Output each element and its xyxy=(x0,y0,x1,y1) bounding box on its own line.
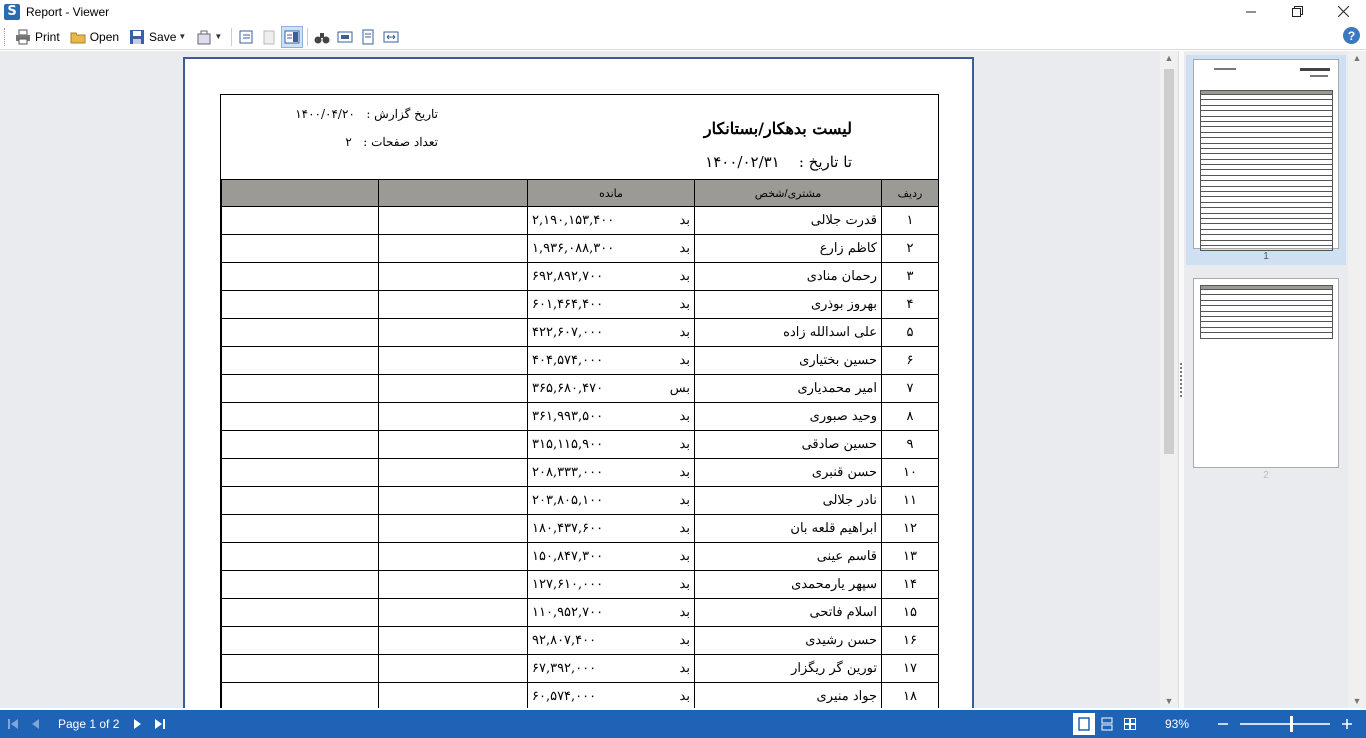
table-row xyxy=(222,403,939,431)
thumbnail-page-2-label: 2 xyxy=(1263,470,1269,481)
row-number-cell: ۶ xyxy=(882,347,939,375)
balance-type: بد xyxy=(679,605,690,620)
row-number-cell: ۱۸ xyxy=(882,683,939,709)
multiple-pages-view-button[interactable] xyxy=(1119,713,1141,735)
empty-cell xyxy=(222,571,379,599)
row-number-cell: ۲ xyxy=(882,235,939,263)
balance-type: بد xyxy=(679,213,690,228)
balance-type: بد xyxy=(679,689,690,704)
find-button[interactable] xyxy=(311,26,333,48)
continuous-pages-icon xyxy=(1101,717,1113,731)
customer-name-cell: قاسم عینی xyxy=(695,543,882,571)
balance-cell xyxy=(528,487,695,515)
customer-name-cell: وحید صبوری xyxy=(695,403,882,431)
empty-cell xyxy=(379,487,528,515)
table-row xyxy=(222,263,939,291)
column-header-empty xyxy=(222,180,379,207)
empty-cell xyxy=(222,655,379,683)
balance-type: بد xyxy=(679,437,690,452)
customer-name-cell: رحمان منادی xyxy=(695,263,882,291)
balance-type: بد xyxy=(679,297,690,312)
print-label: Print xyxy=(35,29,60,44)
row-number-cell: ۱۴ xyxy=(882,571,939,599)
parameters-button[interactable] xyxy=(258,26,280,48)
customer-name-cell: قدرت جلالی xyxy=(695,207,882,235)
full-screen-icon xyxy=(337,29,353,45)
page-count xyxy=(345,135,438,149)
single-page-view-button[interactable] xyxy=(1073,713,1095,735)
customer-name-cell: حسن رشیدی xyxy=(695,627,882,655)
to-date-value: ۱۴۰۰/۰۲/۳۱ xyxy=(705,153,780,171)
row-number-cell: ۱۰ xyxy=(882,459,939,487)
bookmarks-icon xyxy=(238,29,254,45)
balance-amount: ۲۰۸,۳۳۳,۰۰۰ xyxy=(532,465,604,480)
balance-type: بد xyxy=(679,269,690,284)
report-date xyxy=(295,107,438,121)
page-indicator: Page 1 of 2 xyxy=(58,717,120,731)
balance-type: بد xyxy=(679,577,690,592)
minimize-icon xyxy=(1246,7,1256,17)
table-row xyxy=(222,515,939,543)
customer-name-cell: اسلام فاتحی xyxy=(695,599,882,627)
empty-cell xyxy=(379,683,528,709)
balance-table xyxy=(221,179,939,708)
balance-amount: ۱۱۰,۹۵۲,۷۰۰ xyxy=(532,605,604,620)
thumbnail-page-2[interactable] xyxy=(1193,278,1339,468)
empty-cell xyxy=(379,319,528,347)
printer-icon xyxy=(15,29,31,45)
empty-cell xyxy=(222,291,379,319)
balance-cell xyxy=(528,431,695,459)
empty-cell xyxy=(379,403,528,431)
table-row xyxy=(222,627,939,655)
balance-type: بد xyxy=(679,549,690,564)
toolbar xyxy=(0,24,1366,50)
row-number-cell: ۴ xyxy=(882,291,939,319)
table-row xyxy=(222,235,939,263)
first-page-icon xyxy=(8,718,18,730)
customer-name-cell: جواد منیری xyxy=(695,683,882,709)
bookmarks-button[interactable] xyxy=(235,26,257,48)
toolbar-grip[interactable] xyxy=(4,28,7,46)
empty-cell xyxy=(379,515,528,543)
open-label: Open xyxy=(89,29,120,44)
balance-type: بس xyxy=(669,381,690,396)
thumbnail-row xyxy=(1200,333,1333,338)
balance-amount: ۹۲,۸۰۷,۴۰۰ xyxy=(532,633,597,648)
continuous-view-button[interactable] xyxy=(1096,713,1118,735)
empty-cell xyxy=(379,543,528,571)
table-row xyxy=(222,347,939,375)
zoom-out-button[interactable] xyxy=(1212,713,1234,735)
row-number-cell: ۳ xyxy=(882,263,939,291)
table-row xyxy=(222,319,939,347)
balance-amount: ۴۰۴,۵۷۴,۰۰۰ xyxy=(532,353,604,368)
minimize-button[interactable] xyxy=(1228,0,1274,23)
export-dropdown-caret-icon[interactable]: ▼ xyxy=(214,32,223,41)
toolbar-separator xyxy=(231,28,232,46)
table-row xyxy=(222,459,939,487)
open-button[interactable] xyxy=(66,26,123,48)
page-count-value: ۲ xyxy=(345,135,352,149)
table-row xyxy=(222,599,939,627)
row-number-cell: ۱۶ xyxy=(882,627,939,655)
balance-amount: ۳۶۱,۹۹۳,۵۰۰ xyxy=(532,409,604,424)
toolbar-separator xyxy=(307,28,308,46)
zoom-slider[interactable] xyxy=(1240,723,1330,725)
last-page-icon xyxy=(155,718,165,730)
empty-cell xyxy=(379,627,528,655)
first-page-button[interactable] xyxy=(2,713,24,735)
table-row xyxy=(222,375,939,403)
save-dropdown-caret-icon[interactable]: ▼ xyxy=(178,32,187,41)
save-label: Save xyxy=(149,29,177,44)
empty-cell xyxy=(222,403,379,431)
empty-cell xyxy=(222,431,379,459)
balance-cell xyxy=(528,683,695,709)
empty-cell xyxy=(222,263,379,291)
balance-cell xyxy=(528,599,695,627)
report-frame xyxy=(220,94,939,708)
balance-cell xyxy=(528,263,695,291)
binoculars-icon xyxy=(314,29,330,45)
balance-cell xyxy=(528,515,695,543)
row-number-cell: ۸ xyxy=(882,403,939,431)
restore-button[interactable] xyxy=(1274,0,1320,23)
save-button[interactable] xyxy=(125,26,190,48)
thumbnail-table-preview xyxy=(1200,285,1333,339)
empty-cell xyxy=(379,431,528,459)
balance-amount: ۶۰۱,۴۶۴,۴۰۰ xyxy=(532,297,604,312)
report-title: لیست بدهکار/بستانکار xyxy=(703,119,852,138)
balance-amount: ۱۸۰,۴۳۷,۶۰۰ xyxy=(532,521,604,536)
balance-amount: ۶۹۲,۸۹۲,۷۰۰ xyxy=(532,269,604,284)
table-header-row xyxy=(222,180,939,207)
customer-name-cell: حسین صادقی xyxy=(695,431,882,459)
floppy-disk-icon xyxy=(129,29,145,45)
column-header-customer: مشتری/شخص xyxy=(695,180,882,207)
customer-name-cell: تورین گر ریگزار xyxy=(695,655,882,683)
empty-cell xyxy=(222,599,379,627)
thumbnail-date-line xyxy=(1214,68,1236,70)
empty-cell xyxy=(379,291,528,319)
previous-page-button[interactable] xyxy=(24,713,46,735)
table-body xyxy=(222,207,939,709)
empty-cell xyxy=(379,375,528,403)
table-row xyxy=(222,683,939,709)
thumbnail-title-line xyxy=(1300,68,1330,71)
row-number-cell: ۱۲ xyxy=(882,515,939,543)
empty-cell xyxy=(222,627,379,655)
fit-page-button[interactable] xyxy=(380,26,402,48)
column-header-row-number: ردیف xyxy=(882,180,939,207)
page-count-label: تعداد صفحات : xyxy=(363,135,438,149)
customer-name-cell: علی اسدالله زاده xyxy=(695,319,882,347)
empty-cell xyxy=(379,571,528,599)
empty-cell xyxy=(222,487,379,515)
table-row xyxy=(222,655,939,683)
next-page-button[interactable] xyxy=(127,713,149,735)
customer-name-cell: ابراهیم قلعه بان xyxy=(695,515,882,543)
print-button[interactable] xyxy=(11,26,64,48)
empty-cell xyxy=(379,263,528,291)
empty-cell xyxy=(379,347,528,375)
page-width-button[interactable] xyxy=(357,26,379,48)
viewer-vertical-scrollbar[interactable] xyxy=(1160,51,1178,708)
balance-type: بد xyxy=(679,409,690,424)
multiple-pages-icon xyxy=(1124,718,1136,730)
window-title: Report - Viewer xyxy=(26,4,110,19)
thumbnails-scroll-down-arrow-icon[interactable]: ▼ xyxy=(1352,696,1362,706)
empty-cell xyxy=(379,459,528,487)
empty-cell xyxy=(379,207,528,235)
balance-amount: ۶۷,۳۹۲,۰۰۰ xyxy=(532,661,597,676)
row-number-cell: ۵ xyxy=(882,319,939,347)
balance-amount: ۳۱۵,۱۱۵,۹۰۰ xyxy=(532,437,604,452)
balance-type: بد xyxy=(679,633,690,648)
empty-cell xyxy=(222,207,379,235)
balance-cell xyxy=(528,375,695,403)
customer-name-cell: نادر جلالی xyxy=(695,487,882,515)
balance-amount: ۱۵۰,۸۴۷,۳۰۰ xyxy=(532,549,604,564)
row-number-cell: ۱ xyxy=(882,207,939,235)
balance-cell xyxy=(528,207,695,235)
thumbnails-icon xyxy=(284,29,300,45)
next-page-icon xyxy=(134,718,142,730)
close-button[interactable] xyxy=(1320,0,1366,23)
empty-cell xyxy=(222,515,379,543)
table-row xyxy=(222,291,939,319)
scrollbar-thumb[interactable] xyxy=(1164,69,1174,454)
help-icon[interactable]: ? xyxy=(1343,27,1360,44)
report-header xyxy=(221,95,938,179)
balance-cell xyxy=(528,319,695,347)
empty-cell xyxy=(379,655,528,683)
thumbnails-vertical-scrollbar[interactable] xyxy=(1348,51,1366,708)
report-date-label: تاریخ گزارش : xyxy=(366,107,438,121)
folder-icon xyxy=(70,29,86,45)
thumbnails-button[interactable] xyxy=(281,26,303,48)
splitter-grip-icon xyxy=(1180,363,1183,397)
table-row xyxy=(222,543,939,571)
report-viewport xyxy=(0,51,1160,708)
balance-type: بد xyxy=(679,661,690,676)
balance-cell xyxy=(528,543,695,571)
balance-cell xyxy=(528,627,695,655)
row-number-cell: ۱۳ xyxy=(882,543,939,571)
table-row xyxy=(222,431,939,459)
empty-cell xyxy=(222,375,379,403)
title-bar xyxy=(0,0,1366,23)
close-icon xyxy=(1338,6,1349,17)
zoom-in-button[interactable] xyxy=(1336,713,1358,735)
column-header-balance: مانده xyxy=(528,180,695,207)
customer-name-cell: سپهر یارمحمدی xyxy=(695,571,882,599)
empty-cell xyxy=(222,235,379,263)
empty-cell xyxy=(222,347,379,375)
last-page-button[interactable] xyxy=(149,713,171,735)
table-row xyxy=(222,571,939,599)
balance-amount: ۲,۱۹۰,۱۵۳,۴۰۰ xyxy=(532,213,615,228)
single-page-icon xyxy=(1078,717,1090,731)
table-row xyxy=(222,207,939,235)
row-number-cell: ۱۵ xyxy=(882,599,939,627)
previous-page-icon xyxy=(31,718,39,730)
app-logo-icon: S xyxy=(4,4,20,20)
restore-icon xyxy=(1292,6,1303,17)
zoom-level: 93% xyxy=(1164,717,1190,731)
fit-page-icon xyxy=(383,29,399,45)
report-date-value: ۱۴۰۰/۰۴/۲۰ xyxy=(295,107,355,121)
empty-cell xyxy=(222,459,379,487)
balance-cell xyxy=(528,655,695,683)
customer-name-cell: کاظم زارع xyxy=(695,235,882,263)
empty-cell xyxy=(222,683,379,709)
empty-cell xyxy=(379,599,528,627)
thumbnail-page-1[interactable] xyxy=(1193,59,1339,249)
balance-cell xyxy=(528,403,695,431)
export-icon xyxy=(196,29,212,45)
balance-cell xyxy=(528,571,695,599)
balance-amount: ۲۰۳,۸۰۵,۱۰۰ xyxy=(532,493,604,508)
to-date-label: تا تاریخ : xyxy=(798,153,852,171)
status-bar xyxy=(0,710,1366,738)
page-width-icon xyxy=(360,29,376,45)
column-header-empty xyxy=(379,180,528,207)
thumbnail-table-preview xyxy=(1200,90,1333,251)
report-page xyxy=(183,57,974,708)
row-number-cell: ۹ xyxy=(882,431,939,459)
empty-cell xyxy=(222,543,379,571)
balance-cell xyxy=(528,291,695,319)
empty-cell xyxy=(379,235,528,263)
balance-type: بد xyxy=(679,465,690,480)
balance-cell xyxy=(528,459,695,487)
table-row xyxy=(222,487,939,515)
balance-amount: ۴۲۲,۶۰۷,۰۰۰ xyxy=(532,325,604,340)
balance-amount: ۱,۹۳۶,۰۸۸,۳۰۰ xyxy=(532,241,615,256)
balance-amount: ۶۰,۵۷۴,۰۰۰ xyxy=(532,689,597,704)
clipboard-icon xyxy=(261,29,277,45)
customer-name-cell: حسین بختیاری xyxy=(695,347,882,375)
to-date xyxy=(705,153,852,171)
customer-name-cell: بهروز بوذری xyxy=(695,291,882,319)
row-number-cell: ۱۱ xyxy=(882,487,939,515)
row-number-cell: ۷ xyxy=(882,375,939,403)
row-number-cell: ۱۷ xyxy=(882,655,939,683)
thumbnails-scroll-up-arrow-icon[interactable]: ▲ xyxy=(1352,53,1362,63)
plus-icon xyxy=(1342,719,1352,729)
export-button[interactable] xyxy=(192,26,226,48)
thumbnails-panel xyxy=(1184,51,1348,708)
balance-type: بد xyxy=(679,353,690,368)
minus-icon xyxy=(1218,719,1228,729)
customer-name-cell: حسن قنبری xyxy=(695,459,882,487)
thumbnail-page-1-label: 1 xyxy=(1263,251,1269,262)
empty-cell xyxy=(222,319,379,347)
zoom-slider-knob[interactable] xyxy=(1290,716,1293,732)
balance-amount: ۳۶۵,۶۸۰,۴۷۰ xyxy=(532,381,604,396)
balance-type: بد xyxy=(679,493,690,508)
scroll-up-arrow-icon[interactable]: ▲ xyxy=(1164,53,1174,63)
balance-amount: ۱۲۷,۶۱۰,۰۰۰ xyxy=(532,577,604,592)
balance-cell xyxy=(528,347,695,375)
customer-name-cell: امیر محمدیاری xyxy=(695,375,882,403)
full-screen-button[interactable] xyxy=(334,26,356,48)
balance-type: بد xyxy=(679,325,690,340)
balance-type: بد xyxy=(679,521,690,536)
scroll-down-arrow-icon[interactable]: ▼ xyxy=(1164,696,1174,706)
balance-type: بد xyxy=(679,241,690,256)
balance-cell xyxy=(528,235,695,263)
thumbnail-date-line xyxy=(1310,75,1328,77)
